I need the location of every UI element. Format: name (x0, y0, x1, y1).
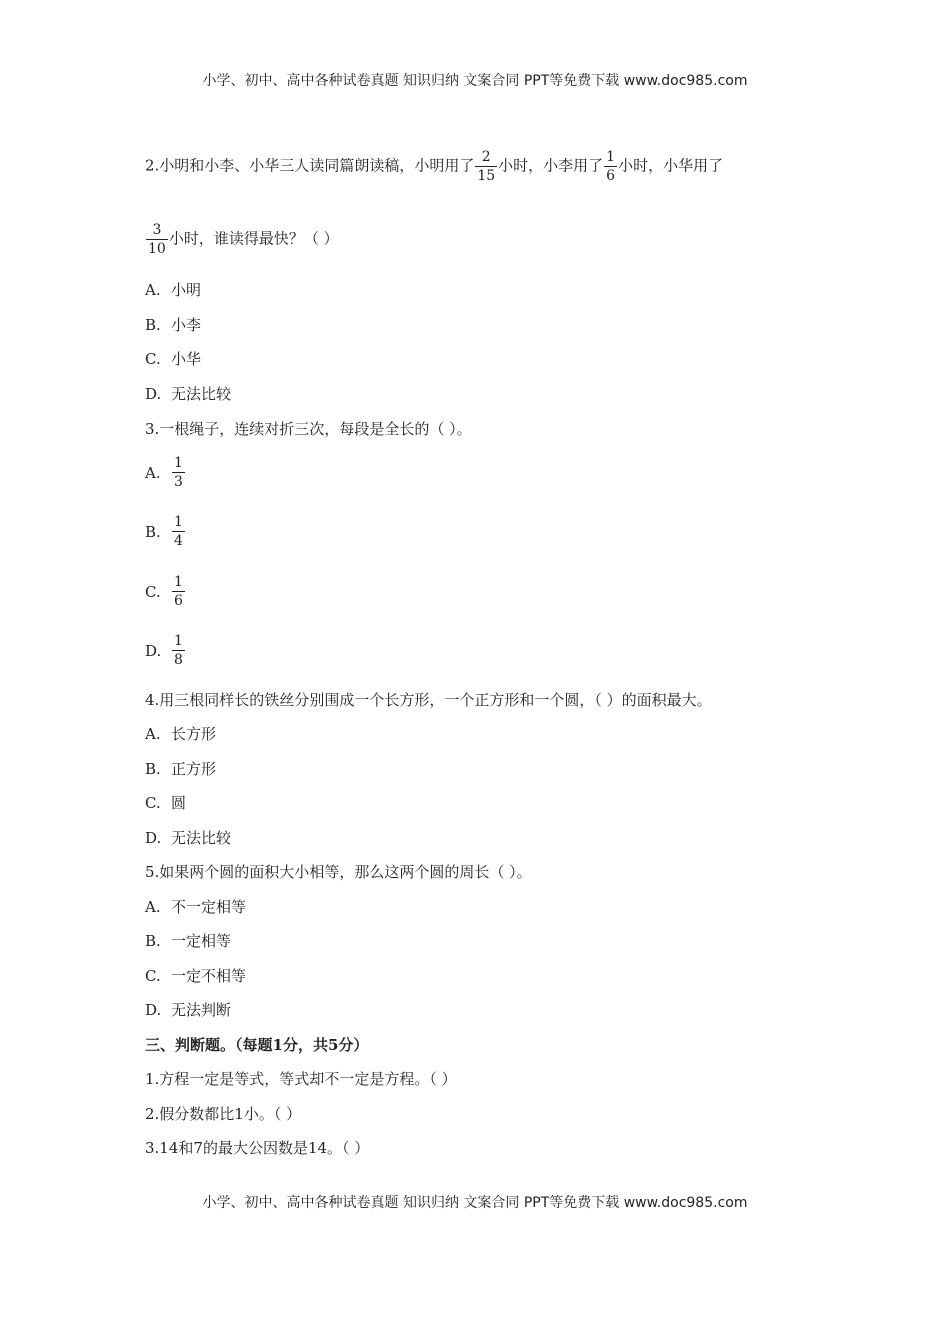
q2-text-2: 小时，小李用了 (498, 156, 604, 175)
option-text: 圆 (171, 794, 187, 812)
option-text: 无法比较 (171, 829, 232, 847)
option-label: C. (145, 794, 161, 812)
fraction-denominator: 8 (174, 652, 183, 668)
fraction-numerator: 1 (174, 574, 183, 590)
q2-fraction-2-denominator: 6 (606, 168, 616, 184)
q2-fraction-1-numerator: 2 (481, 149, 491, 165)
option-text: 长方形 (171, 725, 217, 743)
fraction-denominator: 4 (174, 533, 183, 549)
option-label: B. (145, 932, 161, 950)
option-text: 不一定相等 (171, 898, 247, 916)
fraction-numerator: 1 (174, 633, 183, 649)
option-label: D. (145, 641, 162, 660)
option-text: 一定相等 (171, 932, 232, 950)
question-2-line-2 (145, 221, 339, 258)
q2-text-3: 小时，小华用了 (618, 156, 724, 175)
q4-option-d[interactable] (145, 828, 231, 848)
q2-fraction-3-numerator: 3 (152, 222, 162, 238)
question-4-stem: 4.用三根同样长的铁丝分别围成一个长方形，一个正方形和一个圆，（ ）的面积最大。 (145, 691, 712, 709)
section-3-title: 三、判断题。（每题1分，共5分） (145, 1036, 369, 1054)
fraction-denominator: 3 (174, 474, 183, 490)
q5-option-c[interactable] (145, 966, 246, 986)
q2-fraction-3-denominator: 10 (148, 241, 166, 257)
option-label: D. (145, 1001, 162, 1019)
q5-option-b[interactable] (145, 931, 231, 951)
option-text: 小李 (171, 316, 202, 334)
q5-option-a[interactable] (145, 897, 246, 917)
judgment-item-3: 3.14和7的最大公因数是14。（ ） (145, 1139, 370, 1157)
option-label: A. (145, 898, 161, 916)
question-3-stem: 3.一根绳子，连续对折三次，每段是全长的（ ）。 (145, 420, 472, 438)
option-label: A. (145, 281, 161, 299)
fraction-denominator: 6 (174, 593, 183, 609)
q2-option-d[interactable] (145, 384, 231, 404)
q3-option-a[interactable] (145, 454, 186, 491)
q3-option-a-fraction (172, 454, 185, 491)
judgment-item-2: 2.假分数都比1小。（ ） (145, 1105, 302, 1123)
option-label: D. (145, 385, 162, 403)
option-label: D. (145, 829, 162, 847)
q3-option-b-fraction (172, 513, 185, 550)
q3-option-d[interactable] (145, 632, 186, 669)
option-label: A. (145, 463, 161, 482)
q4-option-b[interactable] (145, 759, 216, 779)
q2-text-1: 2.小明和小李、小华三人读同篇朗读稿，小明用了 (145, 156, 475, 175)
option-label: B. (145, 760, 161, 778)
fraction-numerator: 1 (174, 455, 183, 471)
q2-option-c[interactable] (145, 349, 201, 369)
option-text: 一定不相等 (171, 967, 247, 985)
q2-fraction-2 (604, 148, 617, 185)
q4-option-c[interactable] (145, 793, 186, 813)
q3-option-c[interactable] (145, 573, 186, 610)
q2-option-a[interactable] (145, 280, 201, 300)
q5-option-d[interactable] (145, 1000, 231, 1020)
page-footer: 小学、初中、高中各种试卷真题 知识归纳 文案合同 PPT等免费下载 www.doc985.com (202, 1195, 748, 1211)
option-label: B. (145, 316, 161, 334)
option-text: 无法比较 (171, 385, 232, 403)
question-5-stem: 5.如果两个圆的面积大小相等，那么这两个圆的周长（ ）。 (145, 863, 532, 881)
q2-text-4: 小时，谁读得最快？（ ） (168, 229, 339, 248)
q2-option-b[interactable] (145, 315, 201, 335)
option-label: B. (145, 522, 161, 541)
q4-option-a[interactable] (145, 724, 216, 744)
question-2-line-1 (145, 148, 723, 185)
option-label: C. (145, 967, 161, 985)
q2-fraction-1 (475, 148, 497, 185)
fraction-numerator: 1 (174, 514, 183, 530)
option-text: 小华 (171, 350, 202, 368)
judgment-item-1: 1.方程一定是等式，等式却不一定是方程。（ ） (145, 1070, 457, 1088)
option-label: C. (145, 350, 161, 368)
option-label: C. (145, 582, 161, 601)
q2-fraction-3 (146, 221, 168, 258)
page-header: 小学、初中、高中各种试卷真题 知识归纳 文案合同 PPT等免费下载 www.doc985.com (202, 73, 748, 89)
option-text: 正方形 (171, 760, 217, 778)
q3-option-b[interactable] (145, 513, 186, 550)
option-label: A. (145, 725, 161, 743)
q3-option-d-fraction (172, 632, 185, 669)
option-text: 无法判断 (171, 1001, 232, 1019)
q3-option-c-fraction (172, 573, 185, 610)
q2-fraction-1-denominator: 15 (477, 168, 496, 184)
option-text: 小明 (171, 281, 202, 299)
q2-fraction-2-numerator: 1 (606, 149, 616, 165)
